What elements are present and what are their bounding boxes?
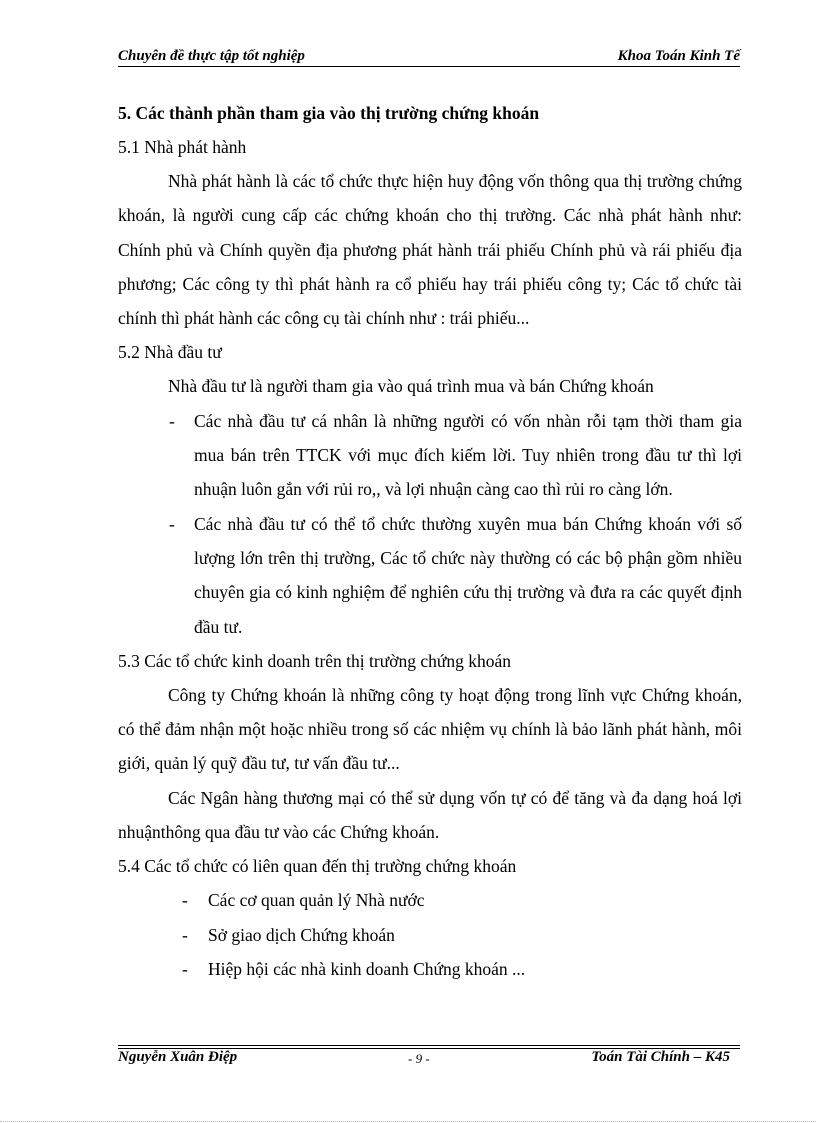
header-rule [118,66,740,67]
list-item-text: Các nhà đầu tư cá nhân là những người có vốn nhàn rỗi tạm thời tham gia mua bán trên TTCK với mục đích kiếm lời. Tuy nhiên trong đầu tư thì lợi nhuận luôn gắn với rủi ro,, và lợi nhuận càng cao thì rủi ro càng lớn. [194,410,742,500]
header-right-text: Khoa Toán Kinh Tế [617,48,740,64]
list-item: - Các cơ quan quản lý Nhà nước [182,890,425,911]
paragraph-5-2-intro: Nhà đầu tư là người tham gia vào quá trình mua và bán Chứng khoán [168,376,654,397]
investor-list [118,404,742,644]
list-item: - Các nhà đầu tư cá nhân là những người có vốn nhàn rỗi tạm thời tham gia mua bán trên TTCK với mục đích kiếm lời. Tuy nhiên trong đầu tư thì lợi nhuận luôn gắn với rủi ro,, và lợi nhuận càng cao thì rủi ro càng lớn. [169,410,742,500]
page-number: - 9 - [408,1051,430,1066]
related-org-list [118,883,742,986]
list-item: - Hiệp hội các nhà kinh doanh Chứng khoán ... [182,958,526,979]
header-left-text: Chuyên đề thực tập tốt nghiệp [118,48,305,64]
list-item: - Sở giao dịch Chứng khoán [182,924,395,945]
paragraph-5-3-b: Các Ngân hàng thương mại có thể sử dụng vốn tự có để tăng và đa dạng hoá lợi nhuậnthông qua đầu tư vào các Chứng khoán. [118,787,742,843]
list-item: - Các nhà đầu tư có thể tổ chức thường xuyên mua bán Chứng khoán với số lượng lớn trên thị trường, Các tổ chức này thường có các bộ phận gồm nhiều chuyên gia có kinh nghiệm để nghiên cứu thị trường và đưa ra các quyết định đầu tư. [169,513,742,637]
heading-5-1: 5.1 Nhà phát hành [118,137,247,157]
page-edge-divider [0,1121,816,1122]
page-body [118,96,742,986]
paragraph-5-3-a: Công ty Chứng khoán là những công ty hoạt động trong lĩnh vực Chứng khoán, có thể đảm nhận một hoặc nhiều trong số các nhiệm vụ chính là bảo lãnh phát hành, môi giới, quản lý quỹ đầu tư, tư vấn đầu tư... [118,684,742,774]
heading-5-4: 5.4 Các tổ chức có liên quan đến thị trường chứng khoán [118,856,517,877]
footer-rule [118,1045,740,1046]
page-header [118,48,740,70]
page-footer [118,1045,740,1069]
footer-author: Nguyễn Xuân Điệp [118,1049,238,1065]
paragraph-5-1: Nhà phát hành là các tổ chức thực hiện huy động vốn thông qua thị trường chứng khoán, là người cung cấp các chứng khoán cho thị trường. Các nhà phát hành như: Chính phủ và Chính quyền địa phương phát hành trái phiếu Chính phủ và rái phiếu địa phương; Các công ty thì phát hành ra cổ phiếu hay trái phiếu công ty; Các tổ chức tài chính thì phát hành các công cụ tài chính như : trái phiếu... [118,171,742,329]
footer-class: Toán Tài Chính – K45 [591,1049,730,1065]
list-item-text: Các nhà đầu tư có thể tổ chức thường xuyên mua bán Chứng khoán với số lượng lớn trên thị trường, Các tổ chức này thường có các bộ phận gồm nhiều chuyên gia có kinh nghiệm để nghiên cứu thị trường và đưa ra các quyết định đầu tư. [194,513,742,637]
list-item-text: Hiệp hội các nhà kinh doanh Chứng khoán ... [208,958,526,979]
list-item-text: Các cơ quan quản lý Nhà nước [208,890,425,911]
heading-5-3: 5.3 Các tổ chức kinh doanh trên thị trường chứng khoán [118,650,511,671]
list-item-text: Sở giao dịch Chứng khoán [208,924,395,945]
heading-5-2: 5.2 Nhà đầu tư [118,342,222,363]
section-title: 5. Các thành phần tham gia vào thị trường chứng khoán [118,103,540,123]
